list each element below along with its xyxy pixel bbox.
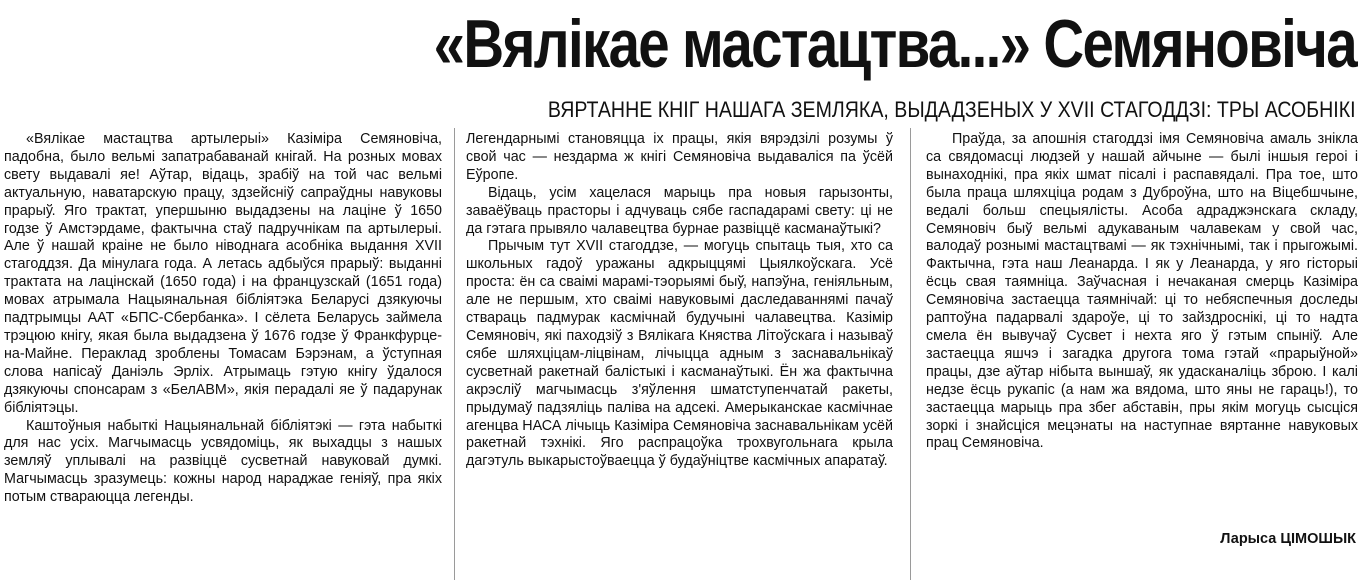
paragraph: Відаць, усім хацелася марыць пра новыя гарызонты, заваёўваць прасторы і адчуваць сябе гаспадарамі свету: ці не да гэтага прывяло чалавецтва бурнае развіццё касманаўтыкі? (466, 184, 893, 237)
paragraph: Праўда, за апошнія стагоддзі імя Семяновіча амаль знікла са свядомасці людзей у нашай айчыне — былі іншыя героі і вынаходнікі, пра якіх шмат пісалі і распавядалі. Пра тое, што была праца шляхціца родам з Дуброўна, што на Віцебшчыне, ведалі больш спецыялісты. Асоба адраджэнскага складу, Семяновіч быў вельмі адукаваным чалавекам у свой час, валодаў рознымі мастацтвамі — як тэхнічнымі, так і прыгожымі. Фактычна, гэта наш Леанарда. І як у Леанарда, у яго гісторыі ёсць свая таямніца. Заўчасная і нечаканая смерць Казіміра Семяновіча застаецца таямнічай: ці то небяспечныя доследы раптоўна падарвалі здароўе, ці то зайздроснікі, ці то надта смела ён вывучаў Сусвет і нехта яго ў гэтым спыніў. Але застаецца яшчэ і загадка другога тома гэтай «прарыўной» працы, дзе аўтар нібыта выншаў, як удасканаліць зброю. І калі недзе ёсць рукапіс (а нам жа вядома, што яны не гараць!), то застаецца марыць пра збег абставін, пры якім могуць сысціся зоркі і знайсціся мецэнаты на наступнае вяртанне навуковых прац Семяновіча. (926, 131, 1358, 452)
paragraph: «Вялікае мастацтва артылерыі» Казіміра Семяновіча, падобна, было вельмі запатрабаванай кнігай. На розных мовах свету выдавалі яе! Аўтар, відаць, зрабіў на той час вельмі актуальную, наватарскую працу, здзейсніў сапраўдны навуковы прарыў. Яго трактат, упершыню выдадзены на лаціне ў 1650 годзе ў Амстэрдаме, фактычна стаў падручнікам па артылерыі. Але ў нашай краіне не было ніводнага асобніка выдання XVII стагоддзя. Да мінулага года. А летась адбыўся прарыў: выданні трактата на лацінскай (1650 года) і на французскай (1651 года) мовах атрымала Нацыянальная бібліятэка Беларусі дзякуючы падтрымцы ААТ «БПС-Сбербанка». І сёлета Беларусь займела трэцюю кнігу, якая была выдадзена ў 1676 годзе ў Франкфурце-на-Майне. Пераклад зроблены Томасам Бэрэнам, а ўступная слова напісаў Даніэль Эрліх. Атрымаць гэтую кнігу ўдалося дзякуючы спонсарам з «БелАВМ», якія перадалі яе ў падарунак бібліятэцы. (4, 131, 442, 416)
paragraph: Легендарнымі становяцца іх працы, якія вярэдзілі розумы ў свой час — нездарма ж кнігі Семяновіча выдаваліся па ўсёй Еўропе. (466, 131, 893, 183)
article-column-2 (466, 131, 893, 471)
paragraph: Прычым тут XVII стагоддзе, — могуць спытаць тыя, хто са школьных гадоў уражаны адкрыццямі Цыялкоўскага. Усё проста: ён са сваімі марамі-тэорыямі быў, напэўна, геніяльным, але не першым, хто сваімі навуковымі даследаваннямі пачаў ствараць падмурак касмічнай будучыні чалавецтва. Казімір Семяновіч, які паходзіў з Вялікага Княства Літоўскага і называў сябе шляхціцам-ліцвінам, лічыцца адным з заснавальнікаў сусветнай ракетнай балістыкі і касманаўтыкі. Ён жа фактычна акрэсліў магчымасць з'яўлення шматступенчатай ракеты, прыдумаў падзяліць паліва на адсекі. Амерыканскае касмічнае агенцва НАСА лічыць Казіміра Семяновіча заснавальнікам усёй ракетнай тэхнікі. Яго распрацоўка трохвугольнага крыла дагэтуль выкарыстоўваецца ў будаўніцтве касмічных апаратаў. (466, 238, 893, 470)
author-byline: Ларыса ЦІМОШЫК (1220, 531, 1356, 547)
column-divider (454, 128, 455, 580)
article-column-1 (4, 131, 442, 507)
subheadline: ВЯРТАННЕ КНІГ НАШАГА ЗЕМЛЯКА, ВЫДАДЗЕНЫХ У XVII СТАГОДДЗІ: ТРЫ АСОБНІКІ (548, 97, 1356, 122)
headline: «Вялікае мастацтва...» Семяновіча (433, 6, 1356, 82)
article-column-3 (926, 131, 1358, 453)
column-divider (910, 128, 911, 580)
paragraph: Каштоўныя набыткі Нацыянальнай бібліятэкі — гэта набыткі для нас усіх. Магчымасць усвядоміць, як выхадцы з нашых земляў уплывалі на развіццё сусветнай навуковай думкі. Магчымасць зразумець: кожны народ нараджае геніяў, пра якіх потым ствараюцца легенды. (4, 417, 442, 506)
